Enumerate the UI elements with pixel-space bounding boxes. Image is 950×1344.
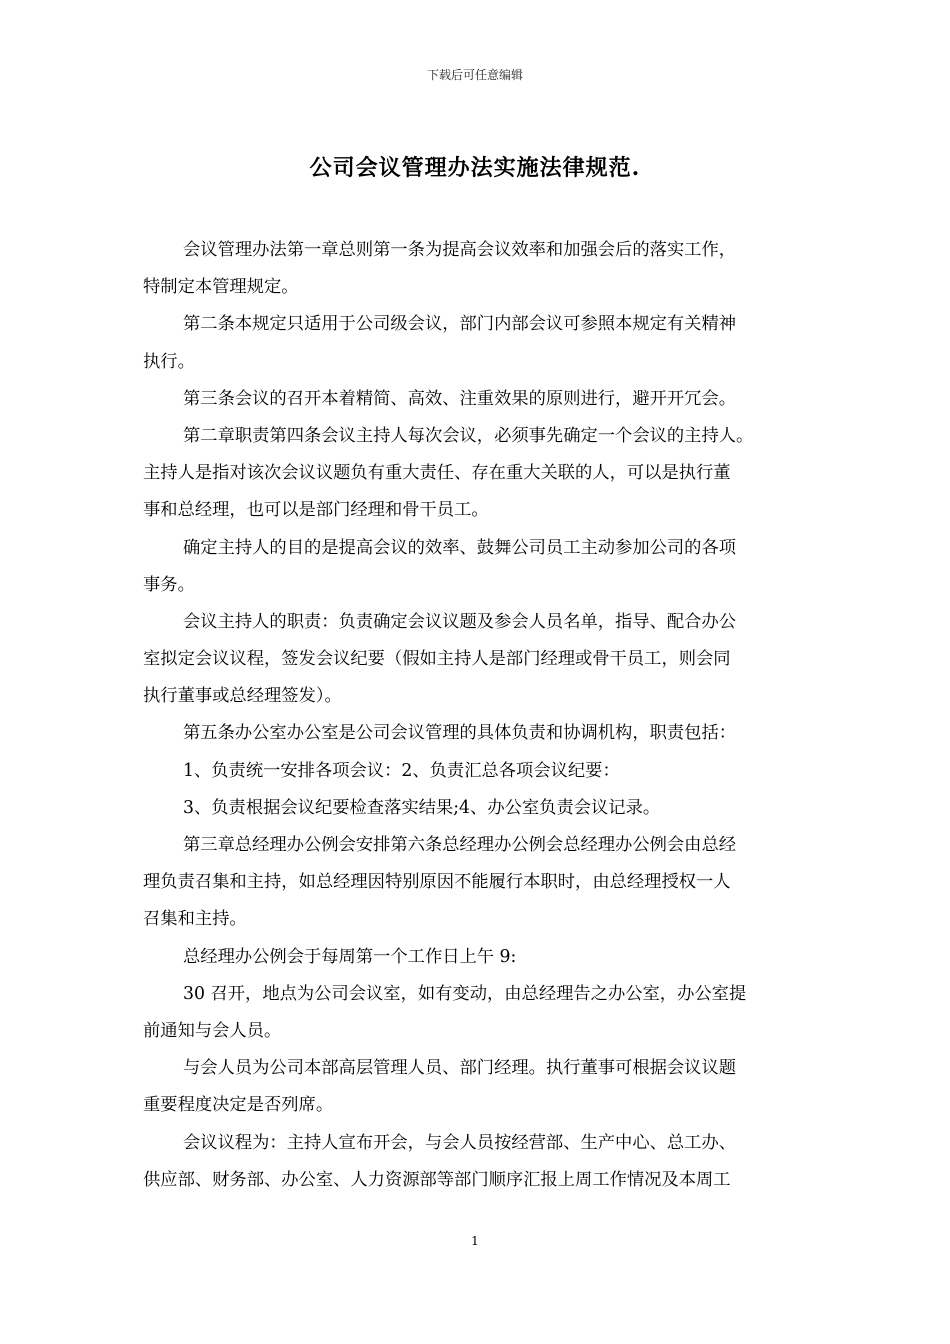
text-line: 供应部、财务部、办公室、人力资源部等部门顺序汇报上周工作情况及本周工 bbox=[143, 1169, 731, 1190]
text-line: 与会人员为公司本部高层管理人员、部门经理。执行董事可根据会议议题 bbox=[183, 1058, 737, 1079]
text-line: 3、负责根据会议纪要检查落实结果;4、办公室负责会议记录。 bbox=[183, 797, 661, 818]
text-line: 第五条办公室办公室是公司会议管理的具体负责和协调机构，职责包括： bbox=[183, 723, 737, 744]
text-line: 总经理办公例会于每周第一个工作日上午 9: bbox=[183, 946, 517, 967]
text-line: 执行董事或总经理签发）。 bbox=[143, 686, 342, 707]
text-line: 理负责召集和主持，如总经理因特别原因不能履行本职时，由总经理授权一人 bbox=[143, 872, 731, 893]
text-line: 会议议程为：主持人宣布开会，与会人员按经营部、生产中心、总工办、 bbox=[183, 1132, 737, 1153]
text-line: 执行。 bbox=[143, 351, 195, 372]
text-line: 前通知与会人员。 bbox=[143, 1020, 282, 1041]
text-line: 会议主持人的职责：负责确定会议议题及参会人员名单，指导、配合办公 bbox=[183, 611, 737, 632]
text-line: 召集和主持。 bbox=[143, 909, 247, 930]
text-line: 特制定本管理规定。 bbox=[143, 277, 299, 298]
text-line: 会议管理办法第一章总则第一条为提高会议效率和加强会后的落实工作， bbox=[183, 240, 737, 260]
text-line: 确定主持人的目的是提高会议的效率、鼓舞公司员工主动参加公司的各项 bbox=[183, 537, 737, 558]
text-line: 30 召开，地点为公司会议室，如有变动，由总经理告之办公室，办公室提 bbox=[183, 983, 747, 1004]
text-line: 1、负责统一安排各项会议：2、负责汇总各项会议纪要： bbox=[183, 760, 620, 781]
page-header: 下载后可任意编辑 bbox=[426, 68, 523, 82]
text-line: 事务。 bbox=[143, 574, 195, 595]
text-line: 室拟定会议议程，签发会议纪要（假如主持人是部门经理或骨干员工，则会同 bbox=[143, 649, 731, 670]
document-title: 公司会议管理办法实施法律规范. bbox=[309, 155, 641, 181]
page-number: 1 bbox=[471, 1234, 479, 1248]
document-body bbox=[143, 232, 807, 1199]
text-line: 第二条本规定只适用于公司级会议，部门内部会议可参照本规定有关精神 bbox=[183, 314, 737, 335]
text-line: 重要程度决定是否列席。 bbox=[143, 1095, 334, 1116]
text-line: 第三条会议的召开本着精简、高效、注重效果的原则进行，避开开冗会。 bbox=[183, 388, 737, 409]
text-line: 事和总经理，也可以是部门经理和骨干员工。 bbox=[143, 500, 489, 521]
text-line: 第二章职责第四条会议主持人每次会议，必须事先确定一个会议的主持人。 bbox=[183, 425, 754, 446]
text-line: 主持人是指对该次会议议题负有重大责任、存在重大关联的人，可以是执行董 bbox=[143, 463, 731, 484]
text-line: 第三章总经理办公例会安排第六条总经理办公例会总经理办公例会由总经 bbox=[183, 835, 737, 855]
